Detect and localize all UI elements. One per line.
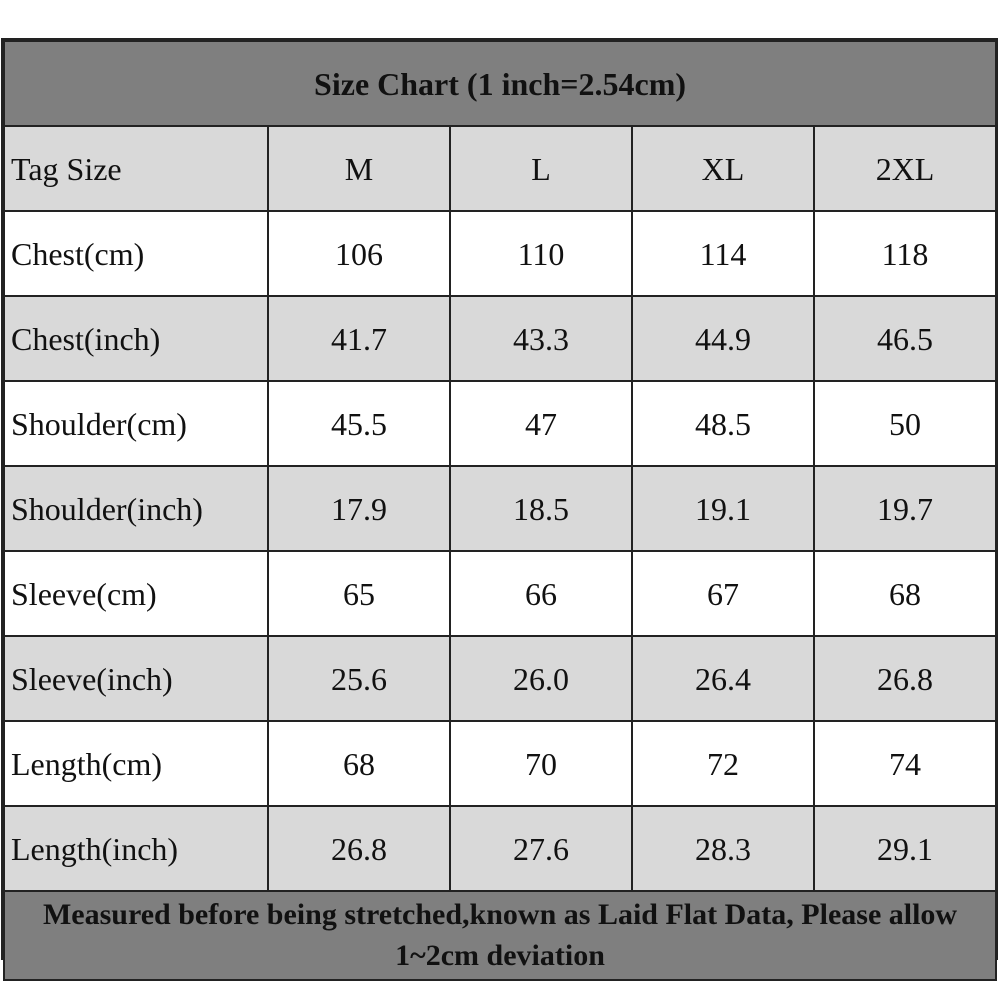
table-row — [4, 636, 996, 721]
table-cell: 48.5 — [632, 381, 814, 466]
tag-size-label: Tag Size — [4, 126, 268, 211]
table-cell: 114 — [632, 211, 814, 296]
table-cell: 41.7 — [268, 296, 450, 381]
row-label: Length(inch) — [4, 806, 268, 891]
measurement-note: Measured before being stretched,known as Laid Flat Data, Please allow 1~2cm deviation — [4, 891, 996, 980]
footer-row — [4, 891, 996, 980]
size-header-xl: XL — [632, 126, 814, 211]
table-cell: 50 — [814, 381, 996, 466]
table-cell: 66 — [450, 551, 632, 636]
table-cell: 45.5 — [268, 381, 450, 466]
table-row — [4, 551, 996, 636]
table-cell: 25.6 — [268, 636, 450, 721]
table-row — [4, 466, 996, 551]
row-label: Chest(cm) — [4, 211, 268, 296]
table-cell: 46.5 — [814, 296, 996, 381]
table-cell: 47 — [450, 381, 632, 466]
table-cell: 26.8 — [268, 806, 450, 891]
table-cell: 28.3 — [632, 806, 814, 891]
header-row — [4, 126, 996, 211]
table-cell: 68 — [268, 721, 450, 806]
table-cell: 26.4 — [632, 636, 814, 721]
table-cell: 65 — [268, 551, 450, 636]
table-cell: 19.1 — [632, 466, 814, 551]
table-cell: 26.0 — [450, 636, 632, 721]
table-cell: 110 — [450, 211, 632, 296]
row-label: Shoulder(inch) — [4, 466, 268, 551]
title-row — [4, 41, 996, 126]
row-label: Shoulder(cm) — [4, 381, 268, 466]
chart-title: Size Chart (1 inch=2.54cm) — [4, 41, 996, 126]
size-chart-table — [3, 40, 997, 981]
table-cell: 68 — [814, 551, 996, 636]
table-row — [4, 296, 996, 381]
table-cell: 26.8 — [814, 636, 996, 721]
row-label: Chest(inch) — [4, 296, 268, 381]
table-cell: 17.9 — [268, 466, 450, 551]
table-cell: 72 — [632, 721, 814, 806]
table-cell: 70 — [450, 721, 632, 806]
table-cell: 118 — [814, 211, 996, 296]
row-label: Sleeve(inch) — [4, 636, 268, 721]
table-cell: 19.7 — [814, 466, 996, 551]
table-cell: 29.1 — [814, 806, 996, 891]
table-row — [4, 806, 996, 891]
table-cell: 43.3 — [450, 296, 632, 381]
table-row — [4, 381, 996, 466]
size-header-l: L — [450, 126, 632, 211]
table-cell: 27.6 — [450, 806, 632, 891]
table-cell: 67 — [632, 551, 814, 636]
table-row — [4, 721, 996, 806]
table-cell: 18.5 — [450, 466, 632, 551]
size-header-m: M — [268, 126, 450, 211]
size-chart — [1, 38, 998, 972]
row-label: Length(cm) — [4, 721, 268, 806]
size-header-2xl: 2XL — [814, 126, 996, 211]
table-cell: 106 — [268, 211, 450, 296]
table-cell: 74 — [814, 721, 996, 806]
table-cell: 44.9 — [632, 296, 814, 381]
row-label: Sleeve(cm) — [4, 551, 268, 636]
table-row — [4, 211, 996, 296]
